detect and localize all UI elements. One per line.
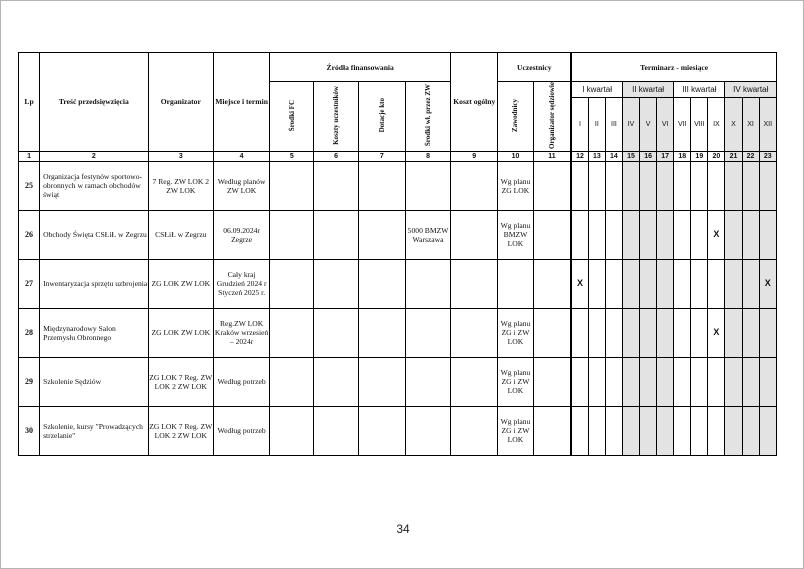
header-kwartal-1: I kwartał — [571, 82, 622, 98]
month-cell — [759, 210, 776, 259]
column-number: 7 — [358, 151, 405, 161]
month-cell — [588, 259, 605, 308]
month-cell — [622, 406, 639, 455]
month-cell — [742, 406, 759, 455]
month-cell — [640, 259, 657, 308]
column-number: 5 — [270, 151, 314, 161]
header-month-12: XII — [759, 98, 776, 152]
row-srodki-wl — [405, 259, 450, 308]
month-cell — [605, 406, 622, 455]
month-cell — [674, 308, 691, 357]
month-cell — [742, 259, 759, 308]
month-cell — [605, 357, 622, 406]
month-cell — [657, 259, 674, 308]
month-cell — [725, 259, 742, 308]
month-cell — [622, 161, 639, 210]
header-month-4: IV — [622, 98, 639, 152]
month-cell — [657, 406, 674, 455]
row-srodki-fc — [270, 308, 314, 357]
header-organizator: Organizator — [148, 53, 213, 152]
header-month-10: X — [725, 98, 742, 152]
month-cell — [640, 161, 657, 210]
header-organizator-sedziowie: Organizator sędziowie — [533, 82, 571, 152]
month-cell — [759, 357, 776, 406]
month-cell — [622, 357, 639, 406]
month-cell — [742, 357, 759, 406]
month-cell — [691, 210, 708, 259]
month-cell — [674, 259, 691, 308]
header-miejsce: Miejsce i termin — [213, 53, 269, 152]
month-cell — [742, 161, 759, 210]
row-koszty — [314, 308, 358, 357]
row-srodki-wl — [405, 357, 450, 406]
row-koszt — [451, 161, 498, 210]
row-sedziowie — [533, 308, 571, 357]
row-srodki-wl — [405, 406, 450, 455]
row-koszt — [451, 357, 498, 406]
column-number: 21 — [725, 151, 742, 161]
column-number: 12 — [571, 151, 588, 161]
month-cell — [605, 308, 622, 357]
header-month-3: III — [605, 98, 622, 152]
row-organizator: ZG LOK 7 Reg. ZW LOK 2 ZW LOK — [148, 357, 213, 406]
header-kwartal-3: III kwartał — [674, 82, 725, 98]
month-cell — [674, 161, 691, 210]
column-number: 16 — [640, 151, 657, 161]
row-tresc: Inwentaryzacja sprzętu uzbrojenia — [40, 259, 149, 308]
table-row — [19, 406, 777, 455]
column-number: 8 — [405, 151, 450, 161]
header-month-1: I — [571, 98, 588, 152]
event-plan-table — [18, 52, 777, 456]
column-number: 3 — [148, 151, 213, 161]
month-cell — [571, 308, 588, 357]
month-cell — [657, 161, 674, 210]
month-cell — [640, 406, 657, 455]
header-month-5: V — [640, 98, 657, 152]
month-cell — [742, 210, 759, 259]
row-dotacje — [358, 308, 405, 357]
header-koszt-ogolny: Koszt ogólny — [451, 53, 498, 152]
row-srodki-fc — [270, 161, 314, 210]
column-number: 17 — [657, 151, 674, 161]
row-sedziowie — [533, 161, 571, 210]
column-number: 20 — [708, 151, 725, 161]
month-cell — [571, 406, 588, 455]
row-koszt — [451, 259, 498, 308]
row-koszty — [314, 406, 358, 455]
month-cell — [605, 259, 622, 308]
row-dotacje — [358, 161, 405, 210]
month-cell — [725, 308, 742, 357]
month-cell — [674, 406, 691, 455]
row-koszt — [451, 210, 498, 259]
header-month-8: VIII — [691, 98, 708, 152]
row-sedziowie — [533, 406, 571, 455]
header-terminarz: Terminarz - miesiące — [571, 53, 776, 82]
table-row — [19, 357, 777, 406]
row-tresc: Międzynarodowy Salon Przemysłu Obronnego — [40, 308, 149, 357]
column-number: 15 — [622, 151, 639, 161]
row-koszty — [314, 210, 358, 259]
month-cell — [571, 161, 588, 210]
row-miejsce: Cały kraj Grudzień 2024 r Styczeń 2025 r. — [213, 259, 269, 308]
month-cell — [691, 406, 708, 455]
month-cell — [674, 210, 691, 259]
header-month-2: II — [588, 98, 605, 152]
table-row — [19, 308, 777, 357]
row-zawodnicy: Wg planu BMZW LOK — [498, 210, 533, 259]
month-cell — [742, 308, 759, 357]
month-cell — [605, 161, 622, 210]
row-sedziowie — [533, 259, 571, 308]
row-dotacje — [358, 210, 405, 259]
row-lp: 29 — [19, 357, 40, 406]
header-month-6: VI — [657, 98, 674, 152]
row-srodki-wl: 5000 BMZW Warszawa — [405, 210, 450, 259]
row-srodki-fc — [270, 210, 314, 259]
month-cell — [657, 308, 674, 357]
row-lp: 26 — [19, 210, 40, 259]
row-zawodnicy: Wg planu ZG i ZW LOK — [498, 357, 533, 406]
column-number: 18 — [674, 151, 691, 161]
header-zawodnicy: Zawodnicy — [498, 82, 533, 152]
column-number: 14 — [605, 151, 622, 161]
row-miejsce: Według planów ZW LOK — [213, 161, 269, 210]
row-organizator: ZG LOK ZW LOK — [148, 308, 213, 357]
header-dotacje: Dotacje kto — [358, 82, 405, 152]
table-row — [19, 161, 777, 210]
month-cell — [759, 406, 776, 455]
row-koszt — [451, 406, 498, 455]
row-dotacje — [358, 259, 405, 308]
column-number: 19 — [691, 151, 708, 161]
row-miejsce: Według potrzeb — [213, 357, 269, 406]
month-cell — [571, 357, 588, 406]
month-cell — [588, 161, 605, 210]
row-zawodnicy: Wg planu ZG i ZW LOK — [498, 406, 533, 455]
row-tresc: Szkolenie, kursy "Prowadzących strzelanie" — [40, 406, 149, 455]
row-organizator: CSŁiŁ w Zegrzu — [148, 210, 213, 259]
row-srodki-fc — [270, 357, 314, 406]
month-cell — [725, 406, 742, 455]
month-cell — [571, 210, 588, 259]
month-cell — [622, 308, 639, 357]
month-cell — [588, 308, 605, 357]
column-number: 1 — [19, 151, 40, 161]
month-cell — [691, 308, 708, 357]
row-srodki-wl — [405, 308, 450, 357]
header-month-7: VII — [674, 98, 691, 152]
month-cell — [708, 357, 725, 406]
row-sedziowie — [533, 210, 571, 259]
row-dotacje — [358, 406, 405, 455]
header-kwartal-4: IV kwartał — [725, 82, 777, 98]
row-organizator: 7 Reg. ZW LOK 2 ZW LOK — [148, 161, 213, 210]
month-cell: X — [571, 259, 588, 308]
month-cell — [725, 161, 742, 210]
month-cell — [759, 161, 776, 210]
header-uczestnicy: Uczestnicy — [498, 53, 571, 82]
column-number: 10 — [498, 151, 533, 161]
row-miejsce: Według potrzeb — [213, 406, 269, 455]
column-number: 22 — [742, 151, 759, 161]
row-srodki-fc — [270, 259, 314, 308]
header-kwartal-2: II kwartał — [622, 82, 673, 98]
row-lp: 30 — [19, 406, 40, 455]
row-koszty — [314, 357, 358, 406]
month-cell — [674, 357, 691, 406]
header-tresc: Treść przedsięwzięcia — [40, 53, 149, 152]
column-number: 2 — [40, 151, 149, 161]
table-row — [19, 210, 777, 259]
month-cell — [759, 308, 776, 357]
month-cell — [640, 210, 657, 259]
column-number: 23 — [759, 151, 776, 161]
header-srodki-wl: Środki wł. przez ZW — [405, 82, 450, 152]
month-cell — [725, 210, 742, 259]
row-koszty — [314, 259, 358, 308]
column-number: 4 — [213, 151, 269, 161]
month-cell — [657, 210, 674, 259]
header-lp: Lp — [19, 53, 40, 152]
row-miejsce: Reg.ZW LOK Kraków wrzesień – 2024r — [213, 308, 269, 357]
row-koszty — [314, 161, 358, 210]
row-miejsce: 06.09.2024r Zegrze — [213, 210, 269, 259]
month-cell — [588, 406, 605, 455]
month-cell — [640, 357, 657, 406]
month-cell — [708, 259, 725, 308]
row-srodki-fc — [270, 406, 314, 455]
month-cell: X — [708, 308, 725, 357]
row-zawodnicy — [498, 259, 533, 308]
month-cell — [605, 210, 622, 259]
column-number: 11 — [533, 151, 571, 161]
month-cell — [640, 308, 657, 357]
row-tresc: Organizacja festynów sportowo-obronnych w ramach obchodów świąt — [40, 161, 149, 210]
month-cell — [691, 259, 708, 308]
row-lp: 27 — [19, 259, 40, 308]
month-cell — [622, 259, 639, 308]
month-cell — [708, 161, 725, 210]
row-sedziowie — [533, 357, 571, 406]
month-cell — [588, 210, 605, 259]
header-month-9: IX — [708, 98, 725, 152]
column-number: 9 — [451, 151, 498, 161]
row-zawodnicy: Wg planu ZG i ZW LOK — [498, 308, 533, 357]
row-tresc: Obchody Święta CSŁiŁ w Zegrzu — [40, 210, 149, 259]
row-srodki-wl — [405, 161, 450, 210]
month-cell — [725, 357, 742, 406]
month-cell — [622, 210, 639, 259]
month-cell — [588, 357, 605, 406]
row-koszt — [451, 308, 498, 357]
month-cell: X — [708, 210, 725, 259]
header-zrodla: Źródła finansowania — [270, 53, 451, 82]
row-lp: 28 — [19, 308, 40, 357]
header-koszty-uczestnikow: Koszty uczestników — [314, 82, 358, 152]
header-srodki-fc: Środki FC — [270, 82, 314, 152]
column-number: 13 — [588, 151, 605, 161]
month-cell — [708, 406, 725, 455]
month-cell — [691, 161, 708, 210]
row-tresc: Szkolenie Sędziów — [40, 357, 149, 406]
row-zawodnicy: Wg planu ZG LOK — [498, 161, 533, 210]
month-cell — [657, 357, 674, 406]
row-organizator: ZG LOK 7 Reg. ZW LOK 2 ZW LOK — [148, 406, 213, 455]
header-month-11: XI — [742, 98, 759, 152]
row-organizator: ZG LOK ZW LOK — [148, 259, 213, 308]
page-number: 34 — [396, 522, 410, 536]
month-cell — [691, 357, 708, 406]
table-row — [19, 259, 777, 308]
column-number: 6 — [314, 151, 358, 161]
month-cell: X — [759, 259, 776, 308]
row-dotacje — [358, 357, 405, 406]
row-lp: 25 — [19, 161, 40, 210]
